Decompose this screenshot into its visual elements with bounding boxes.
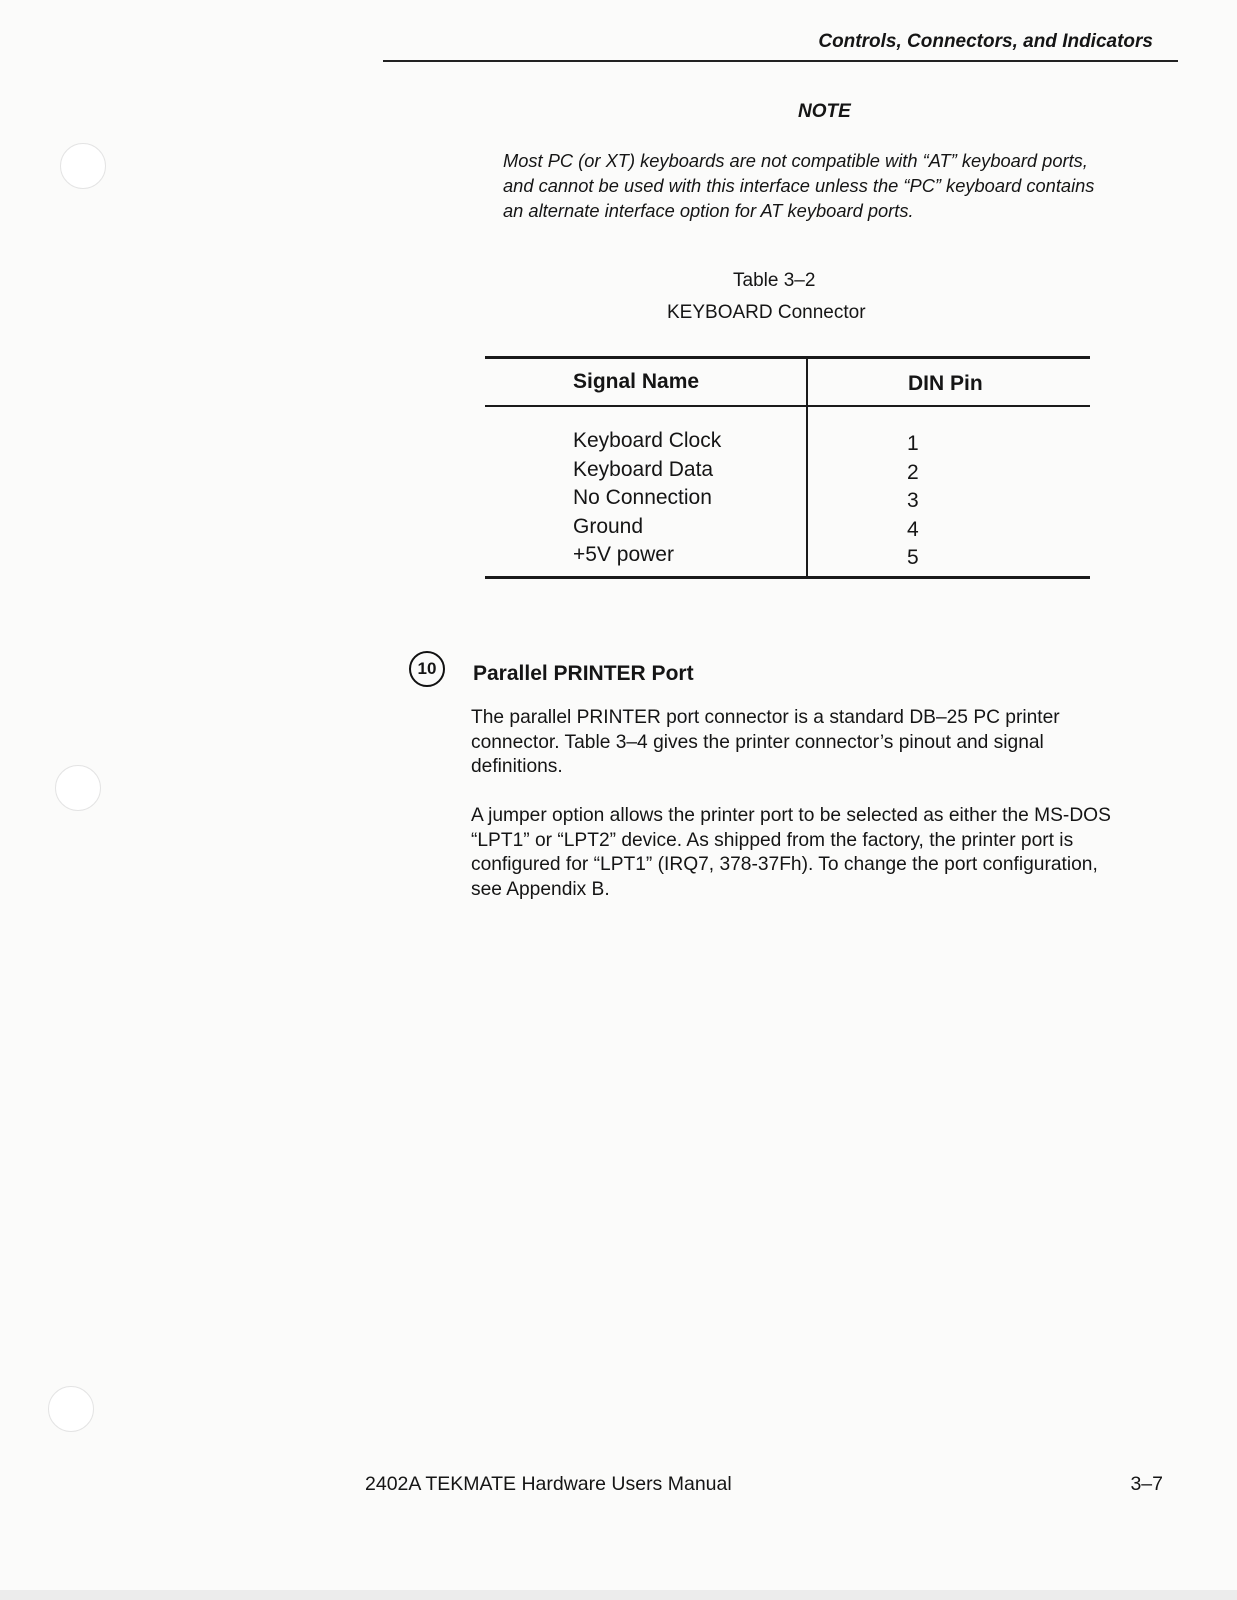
table-top-rule (485, 356, 1090, 359)
table-header-rule (485, 405, 1090, 407)
paragraph-line: definitions. (471, 756, 563, 778)
binder-hole-bottom (48, 1386, 94, 1432)
table-cell-pin: 5 (907, 546, 919, 569)
table-cell-signal: +5V power (573, 543, 674, 566)
paragraph-line: connector. Table 3–4 gives the printer connector’s pinout and signal (471, 731, 1044, 753)
table-cell-signal: Keyboard Clock (573, 429, 722, 452)
section-title: Parallel PRINTER Port (473, 662, 694, 685)
table-column-divider (806, 357, 808, 577)
column-header-signal-name: Signal Name (573, 370, 700, 393)
table-number: Table 3–2 (733, 270, 816, 291)
table-title: KEYBOARD Connector (667, 302, 866, 323)
note-line: and cannot be used with this interface unless the “PC” keyboard contains (503, 175, 1095, 196)
page-bottom-edge (0, 1590, 1237, 1600)
binder-hole-middle (55, 765, 101, 811)
section-paragraph-2 (471, 804, 1171, 902)
callout-number: 10 (409, 651, 445, 687)
paragraph-line: A jumper option allows the printer port to be selected as either the MS‑DOS (471, 805, 1111, 826)
note-line: Most PC (or XT) keyboards are not compatible with “AT” keyboard ports, (503, 150, 1088, 171)
signal-name-column (573, 427, 721, 570)
section-paragraph-1 (471, 706, 1111, 780)
footer-page-number: 3–7 (1130, 1473, 1163, 1495)
note-heading: NOTE (798, 101, 851, 122)
footer-manual-title: 2402A TEKMATE Hardware Users Manual (365, 1473, 732, 1495)
table-cell-pin: 3 (907, 489, 919, 512)
running-header: Controls, Connectors, and Indicators (818, 31, 1153, 52)
note-body (503, 148, 1163, 223)
table-cell-signal: Ground (573, 514, 644, 538)
column-header-din-pin: DIN Pin (908, 372, 983, 395)
table-cell-pin: 2 (907, 460, 919, 484)
note-line: an alternate interface option for AT keyboard ports. (503, 200, 914, 221)
table-cell-signal: Keyboard Data (573, 457, 714, 481)
paragraph-line: “LPT1” or “LPT2” device. As shipped from the factory, the printer port is (471, 829, 1074, 851)
binder-hole-top (60, 143, 106, 189)
paragraph-line: configured for “LPT1” (IRQ7, 378‑37Fh). To change the port configuration, (471, 854, 1098, 876)
paragraph-line: The parallel PRINTER port connector is a standard DB–25 PC printer (471, 707, 1060, 728)
table-cell-pin: 1 (907, 432, 919, 455)
table-cell-signal: No Connection (573, 486, 712, 509)
paragraph-line: see Appendix B. (471, 878, 610, 900)
din-pin-column (907, 430, 919, 573)
table-cell-pin: 4 (907, 517, 919, 541)
header-rule (383, 60, 1178, 62)
table-bottom-rule (485, 576, 1090, 579)
